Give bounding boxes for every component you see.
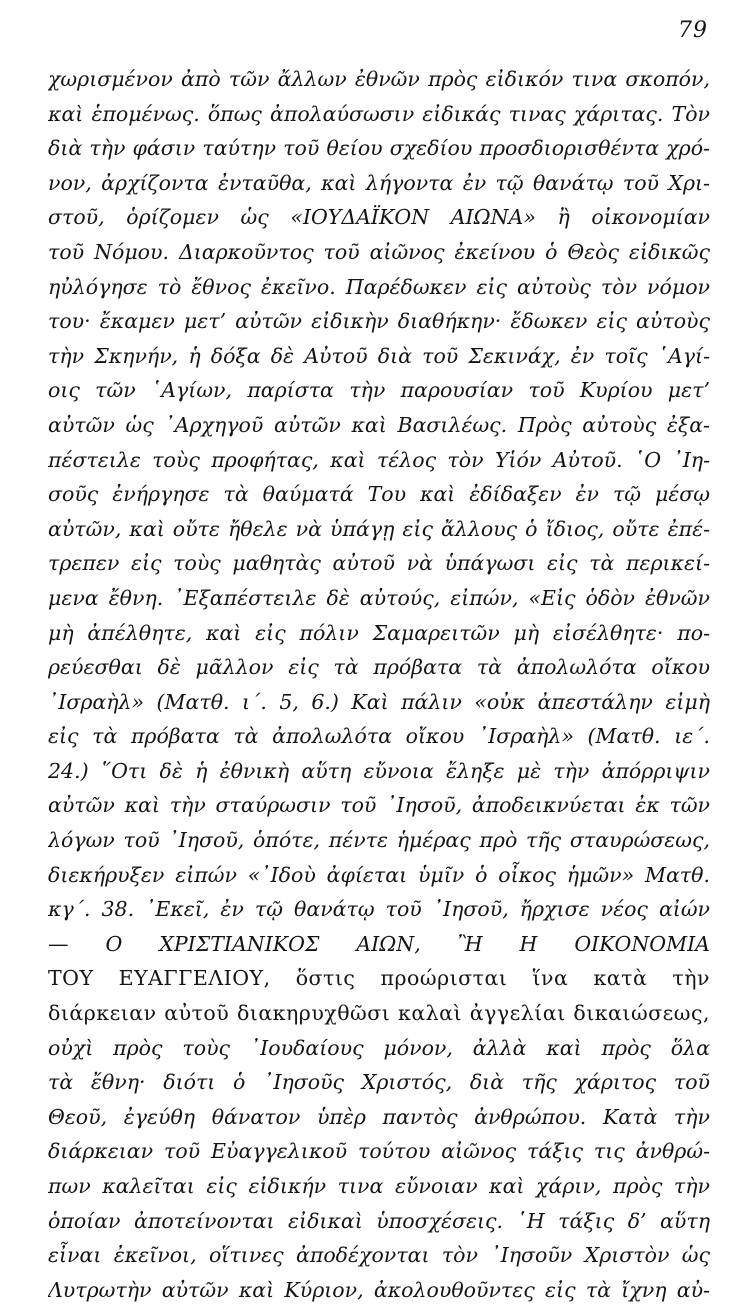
text-line: οὐχὶ πρὸς τοὺς ᾿Ιουδαίους μόνον, ἀλλὰ καὶ πρὸς ὅλα (48, 1035, 710, 1060)
text-line: καὶ ἑπομένως. ὅπως ἀπολαύσωσιν εἰδικάς τινας χάριτας. Τὸν (48, 101, 710, 126)
text-line: πων καλεῖται εἰς εἰδικήν τινα εὔνοιαν καὶ χάριν, πρὸς τὴν (48, 1174, 710, 1198)
text-line: στοῦ, ὁρίζομεν ὡς «ΙΟΥΔΑΪΚΟΝ ΑΙΩΝΑ» ἢ οἰκονομίαν (48, 205, 710, 230)
text-line: ηὐλόγησε τὸ ἔθνος ἐκεῖνο. Παρέδωκεν εἰς αὐτοὺς τὸν νόμον (48, 274, 710, 299)
text-line: Θεοῦ, ἐγεύθη θάνατον ὑπὲρ παντὸς ἀνθρώπου. Κατὰ τὴν (48, 1104, 710, 1129)
text-line: σοῦς ἐνήργησε τὰ θαύματά Του καὶ ἐδίδαξεν ἐν τῷ μέσῳ (48, 482, 710, 507)
text-line: πέστειλε τοὺς προφήτας, καὶ τέλος τὸν Υἱόν Αὐτοῦ. ῾Ο ᾿Ιη- (48, 447, 710, 472)
text-line: οις τῶν ῾Αγίων, παρίστα τὴν παρουσίαν τοῦ Κυρίου μετ’ (48, 378, 710, 403)
text-line: — Ο ΧΡΙΣΤΙΑΝΙΚΟΣ ΑΙΩΝ, Ἢ Η ΟΙΚΟΝΟΜΙΑ (48, 931, 710, 956)
text-line: ὁποίαν ἀποτείνονται εἰδικαὶ ὑποσχέσεις. ῾Η τάξις δ’ αὕτη (48, 1208, 710, 1233)
text-line: ΤΟΥ ΕΥΑΓΓΕΛΙΟΥ, ὅστις προώρισται ἵνα κατὰ τὴν (48, 966, 710, 991)
text-line: ᾿Ισραὴλ» (Ματθ. ι΄. 5, 6.) Καὶ πάλιν «οὐκ ἀπεστάλην εἰμὴ (48, 689, 710, 714)
text-line: διάρκειαν αὐτοῦ διακηρυχθῶσι καλαὶ ἀγγελίαι δικαιώσεως, (48, 1001, 710, 1026)
text-line: εἰς τὰ πρόβατα τὰ ἀπολωλότα οἴκου ᾿Ισραὴλ» (Ματθ. ιε΄. (48, 724, 710, 749)
page-number: 79 (678, 18, 708, 43)
text-line: εἶναι ἐκεῖνοι, οἵτινες ἀποδέχονται τὸν ᾿Ιησοῦν Χριστὸν ὡς (48, 1243, 710, 1268)
text-line: διάρκειαν τοῦ Εὐαγγελικοῦ τούτου αἰῶνος τάξις τις ἀνθρώ- (48, 1139, 710, 1164)
text-line: διεκήρυξεν εἰπών «᾿Ιδοὺ ἀφίεται ὑμῖν ὁ οἶκος ἡμῶν» Ματθ. (48, 862, 710, 887)
text-line: τρεπεν εἰς τοὺς μαθητὰς αὐτοῦ νὰ ὑπάγωσι εἰς τὰ περικεί- (48, 551, 710, 576)
text-line: μενα ἔθνη. ᾿Εξαπέστειλε δὲ αὐτούς, εἰπών, «Εἰς ὁδὸν ἐθνῶν (48, 585, 710, 610)
text-line: διὰ τὴν φάσιν ταύτην τοῦ θείου σχεδίου προσδιορισθέντα χρό- (48, 136, 710, 161)
text-line: τὴν Σκηνήν, ἡ δόξα δὲ Αὐτοῦ διὰ τοῦ Σεκινάχ, ἐν τοῖς ῾Αγί- (48, 343, 710, 368)
body-text (48, 62, 710, 1307)
text-line: αὐτῶν, καὶ οὔτε ἤθελε νὰ ὑπάγῃ εἰς ἄλλους ὁ ἴδιος, οὔτε ἐπέ- (48, 516, 710, 541)
text-line: τοῦ Νόμου. Διαρκοῦντος τοῦ αἰῶνος ἐκείνου ὁ Θεὸς εἰδικῶς (48, 239, 710, 264)
text-line: ρεύεσθαι δὲ μᾶλλον εἰς τὰ πρόβατα τὰ ἀπολωλότα οἴκου (48, 655, 710, 680)
text-line: λόγων τοῦ ᾿Ιησοῦ, ὁπότε, πέντε ἡμέρας πρὸ τῆς σταυρώσεως, (48, 828, 710, 853)
text-line: του· ἔκαμεν μετ’ αὐτῶν εἰδικὴν διαθήκην· ἔδωκεν εἰς αὐτοὺς (48, 309, 710, 334)
text-line: Λυτρωτὴν αὐτῶν καὶ Κύριον, ἀκολουθοῦντες εἰς τὰ ἴχνη αὐ- (48, 1277, 710, 1302)
text-line: κγ΄. 38. ᾿Εκεῖ, ἐν τῷ θανάτῳ τοῦ ᾿Ιησοῦ, ἤρχισε νέος αἰών (48, 897, 710, 922)
text-line: νον, ἀρχίζοντα ἐνταῦθα, καὶ λήγοντα ἐν τῷ θανάτῳ τοῦ Χρι- (48, 170, 710, 195)
text-line: αὐτῶν ὡς ᾿Αρχηγοῦ αὐτῶν καὶ Βασιλέως. Πρὸς αὐτοὺς ἐξα- (48, 412, 710, 437)
text-line: 24.) ῞Οτι δὲ ἡ ἐθνικὴ αὕτη εὔνοια ἔληξε μὲ τὴν ἀπόρριψιν (48, 758, 710, 783)
text-line: τὰ ἔθνη· διότι ὁ ᾿Ιησοῦς Χριστός, διὰ τῆς χάριτος τοῦ (48, 1070, 710, 1095)
text-line: χωρισμένον ἀπὸ τῶν ἄλλων ἐθνῶν πρὸς εἰδικόν τινα σκοπόν, (48, 67, 710, 91)
text-line: μὴ ἀπέλθητε, καὶ εἰς πόλιν Σαμαρειτῶν μὴ εἰσέλθητε· πο- (48, 620, 710, 645)
text-line: αὐτῶν καὶ τὴν σταύρωσιν τοῦ ᾿Ιησοῦ, ἀποδεικνύεται ἐκ τῶν (48, 793, 710, 818)
